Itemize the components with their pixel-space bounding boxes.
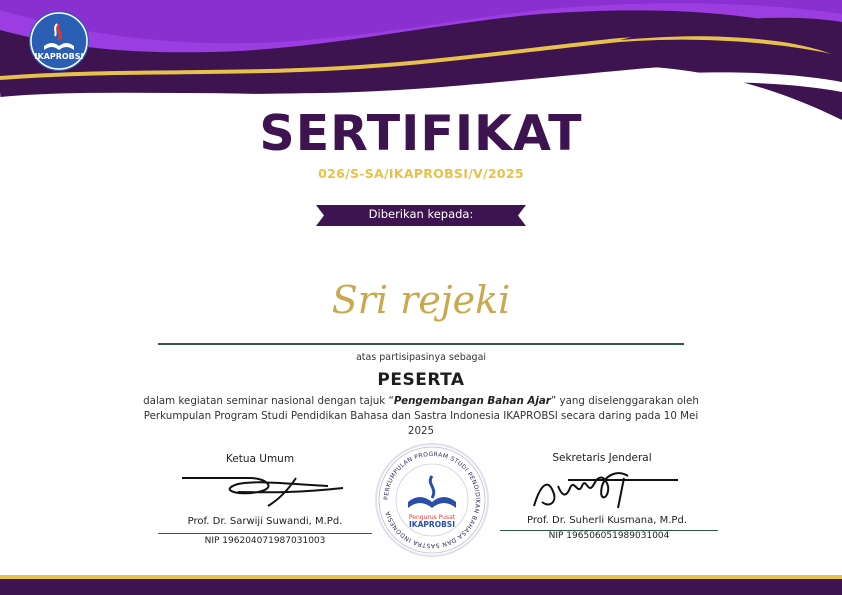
organization-stamp [372, 440, 492, 560]
recipient-name: Sri rejeki [331, 278, 511, 322]
bottom-bar-decoration [0, 575, 842, 595]
certificate-number: 026/S-SA/IKAPROBSI/V/2025 [318, 166, 524, 181]
left-signatory-position: Ketua Umum [225, 453, 295, 465]
left-signature [178, 470, 348, 514]
ikaprobsi-logo [28, 10, 90, 72]
right-signatory-position: Sekretaris Jenderal [552, 452, 652, 464]
participation-text: atas partisipasinya sebagai [355, 352, 487, 363]
recipient-underline [158, 343, 684, 345]
left-signatory-name: Prof. Dr. Sarwiji Suwandi, M.Pd. [187, 516, 343, 527]
left-signatory-nip: NIP 196204071987031003 [204, 536, 326, 546]
stamp-ring-text: PERKUMPULAN PROGRAM STUDI PENDIDIKAN BAHASA DAN SASTRA INDONESIA [382, 450, 482, 550]
body-part2: ” yang diselenggarakan oleh Perkumpulan Program Studi Pendidikan Bahasa dan Sastra Indonesia IKAPROBSI secara daring pada 10 Mei 2025 [143, 395, 699, 437]
right-signature [528, 466, 688, 514]
body-part1: dalam kegiatan seminar nasional dengan tajuk “ [143, 395, 394, 407]
certificate-title: SERTIFIKAT [259, 105, 583, 162]
given-to-label: Diberikan kepada: [368, 207, 474, 221]
logo-text: IKAPROBSI [34, 52, 84, 61]
certificate-body-text [130, 394, 712, 439]
top-wave-decoration [0, 0, 842, 120]
stamp-inner-line1: Pengurus Pusat [408, 514, 456, 521]
right-signatory-nip: NIP 196506051989031004 [548, 531, 670, 541]
seminar-topic: Pengembangan Bahan Ajar [393, 395, 551, 407]
participant-role: PESERTA [377, 370, 465, 390]
right-signatory-name: Prof. Dr. Suherli Kusmana, M.Pd. [527, 515, 687, 526]
left-signature-line [158, 533, 372, 534]
stamp-inner-line2: IKAPROBSI [409, 520, 455, 529]
